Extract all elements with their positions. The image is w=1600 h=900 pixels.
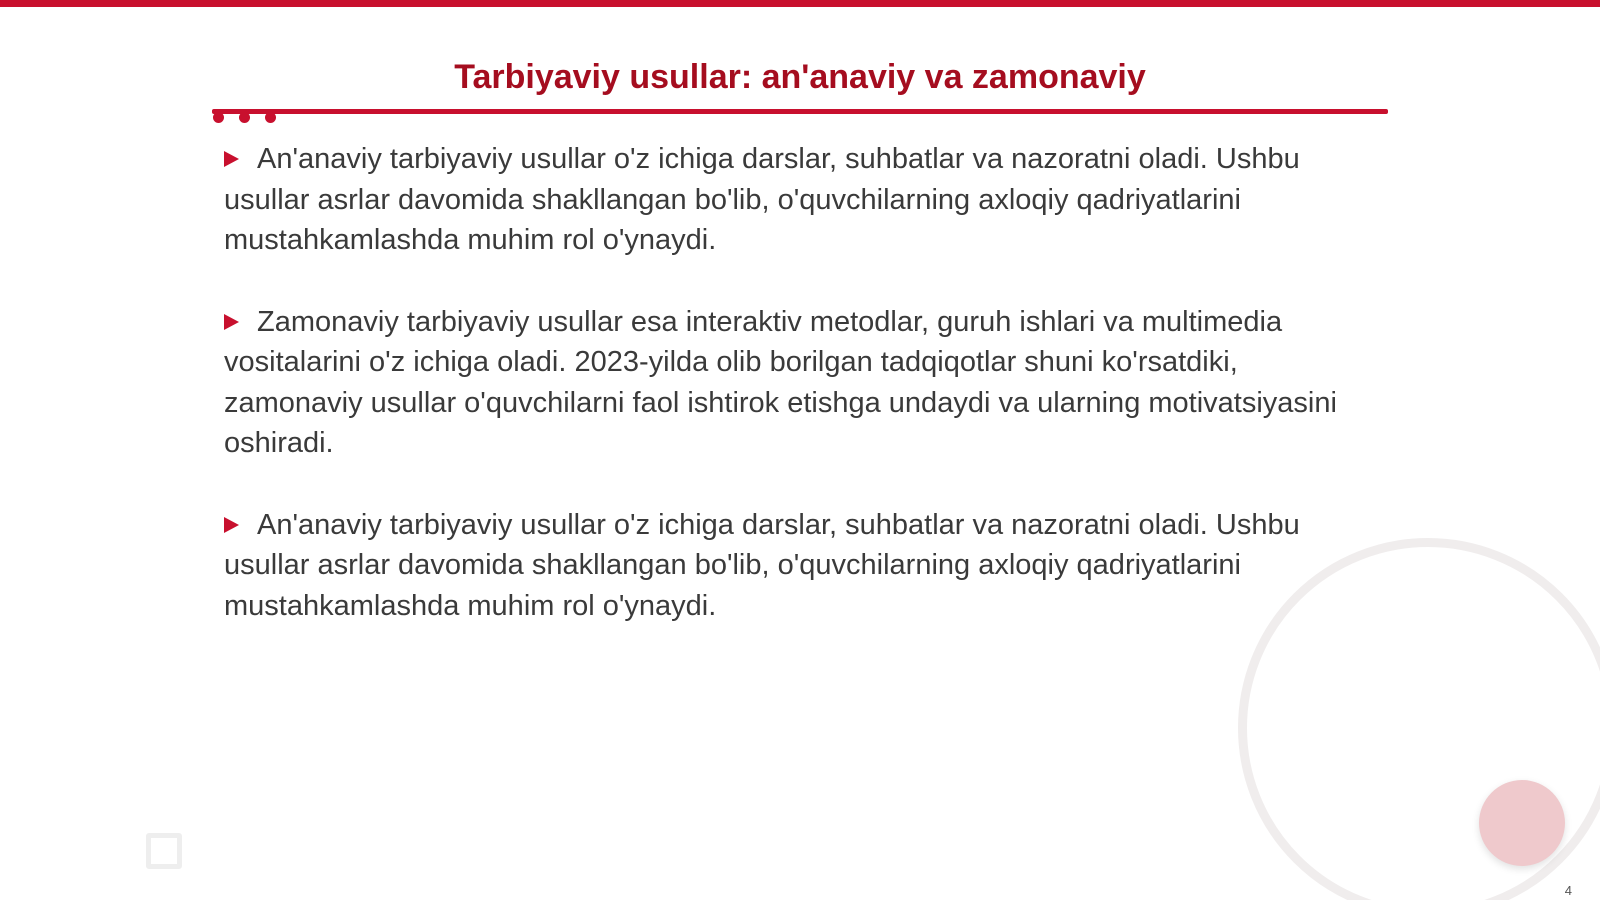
top-accent-bar <box>0 0 1600 7</box>
triangle-right-icon <box>224 151 239 167</box>
bullet-text: An'anaviy tarbiyaviy usullar o'z ichiga darslar, suhbatlar va nazoratni oladi. Ushbu usullar asrlar davomida shakllangan bo'lib, o'quvchilarning axloqiy qadriyatlarini mustahkamlashda muhim rol o'ynaydi. <box>224 508 1300 622</box>
decorative-dot <box>239 112 250 123</box>
bullet-item <box>224 505 1374 627</box>
bullet-item <box>224 139 1374 261</box>
triangle-right-icon <box>224 517 239 533</box>
bullet-list <box>224 139 1374 667</box>
page-number: 4 <box>1564 883 1572 898</box>
title-underline <box>212 109 1388 114</box>
triangle-right-icon <box>224 314 239 330</box>
decorative-dot <box>265 112 276 123</box>
slide-title: Tarbiyaviy usullar: an'anaviy va zamonaviy <box>454 58 1146 96</box>
bullet-text: Zamonaviy tarbiyaviy usullar esa interaktiv metodlar, guruh ishlari va multimedia vositalarini o'z ichiga oladi. 2023-yilda olib borilgan tadqiqotlar shuni ko'rsatdiki, zamonaviy usullar o'quvchilarni faol ishtirok etishga undaydi va ularning motivatsiyasini oshiradi. <box>224 305 1337 459</box>
decorative-circle <box>1479 780 1565 866</box>
bullet-item <box>224 302 1374 464</box>
decorative-square <box>146 833 182 869</box>
bullet-text: An'anaviy tarbiyaviy usullar o'z ichiga darslar, suhbatlar va nazoratni oladi. Ushbu usullar asrlar davomida shakllangan bo'lib, o'quvchilarning axloqiy qadriyatlarini mustahkamlashda muhim rol o'ynaydi. <box>224 143 1300 256</box>
decorative-dot <box>213 112 224 123</box>
